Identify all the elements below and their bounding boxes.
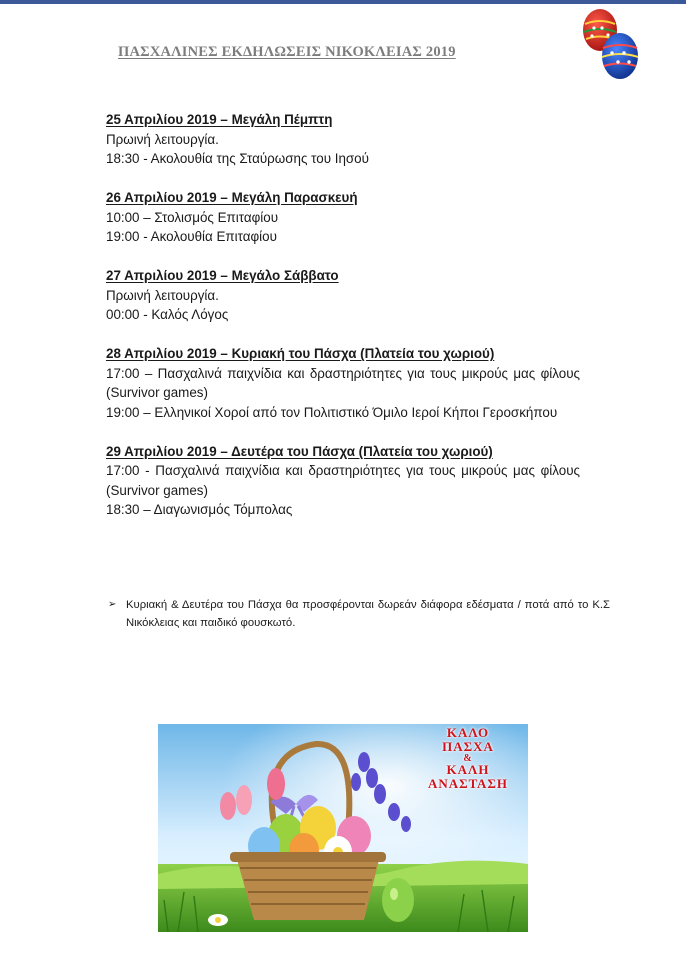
page-title: ΠΑΣΧΑΛΙΝΕΣ ΕΚΔΗΛΩΣΕΙΣ ΝΙΚΟΚΛΕΙΑΣ 2019 bbox=[118, 44, 456, 60]
event-day bbox=[106, 110, 580, 169]
greeting-line: ΚΑΛΗ bbox=[446, 762, 490, 777]
event-day bbox=[106, 266, 580, 325]
event-heading: 25 Απριλίου 2019 – Μεγάλη Πέμπτη bbox=[106, 112, 333, 127]
event-day bbox=[106, 442, 580, 520]
event-line: Πρωινή λειτουργία. bbox=[106, 131, 219, 147]
event-line: 19:00 – Ελληνικοί Χοροί από τον Πολιτιστικό Όμιλο Ιεροί Κήποι Γεροσκήπου bbox=[106, 404, 558, 420]
event-line: Πρωινή λειτουργία. bbox=[106, 287, 219, 303]
event-line: 18:30 – Διαγωνισμός Τόμπολας bbox=[106, 502, 293, 517]
event-line: 00:00 - Καλός Λόγος bbox=[106, 307, 229, 322]
event-line: 19:00 - Ακολουθία Επιταφίου bbox=[106, 229, 277, 244]
offer-note bbox=[108, 596, 610, 632]
event-schedule bbox=[106, 110, 580, 539]
easter-eggs-icon bbox=[578, 4, 642, 84]
arrow-bullet-icon: ➢ bbox=[108, 599, 117, 610]
event-heading: 28 Απριλίου 2019 – Κυριακή του Πάσχα (Πλατεία του χωριού) bbox=[106, 346, 495, 361]
event-line: 17:00 – Πασχαλινά παιχνίδια και δραστηριότητες για τους μικρούς μας φίλους (Survivor games) bbox=[106, 365, 580, 400]
event-heading: 29 Απριλίου 2019 – Δευτέρα του Πάσχα (Πλατεία του χωριού) bbox=[106, 443, 493, 459]
event-heading: 26 Απριλίου 2019 – Μεγάλη Παρασκευή bbox=[106, 190, 358, 205]
greeting-line: ΑΝΑΣΤΑΣΗ bbox=[427, 776, 509, 791]
event-day bbox=[106, 188, 580, 247]
event-line: 17:00 - Πασχαλινά παιχνίδια και δραστηριότητες για τους μικρούς μας φίλους (Survivor games) bbox=[106, 463, 580, 498]
event-day bbox=[106, 344, 580, 422]
greeting-line: ΚΑΛΟ bbox=[446, 725, 490, 740]
event-line: 10:00 – Στολισμός Επιταφίου bbox=[106, 209, 279, 225]
event-heading: 27 Απριλίου 2019 – Μεγάλο Σάββατο bbox=[106, 268, 339, 283]
easter-basket-image bbox=[158, 724, 528, 932]
event-line: 18:30 - Ακολουθία της Σταύρωσης του Ιησού bbox=[106, 151, 369, 166]
easter-greeting bbox=[414, 726, 522, 791]
greeting-line: ΠΑΣΧΑ bbox=[442, 739, 494, 754]
greeting-ampersand: & bbox=[463, 753, 473, 764]
offer-note-text: Κυριακή & Δευτέρα του Πάσχα θα προσφέρονται δωρεάν διάφορα εδέσματα / ποτά από το Κ.Σ Νικόκλειας και παιδικό φουσκωτό. bbox=[126, 599, 610, 629]
